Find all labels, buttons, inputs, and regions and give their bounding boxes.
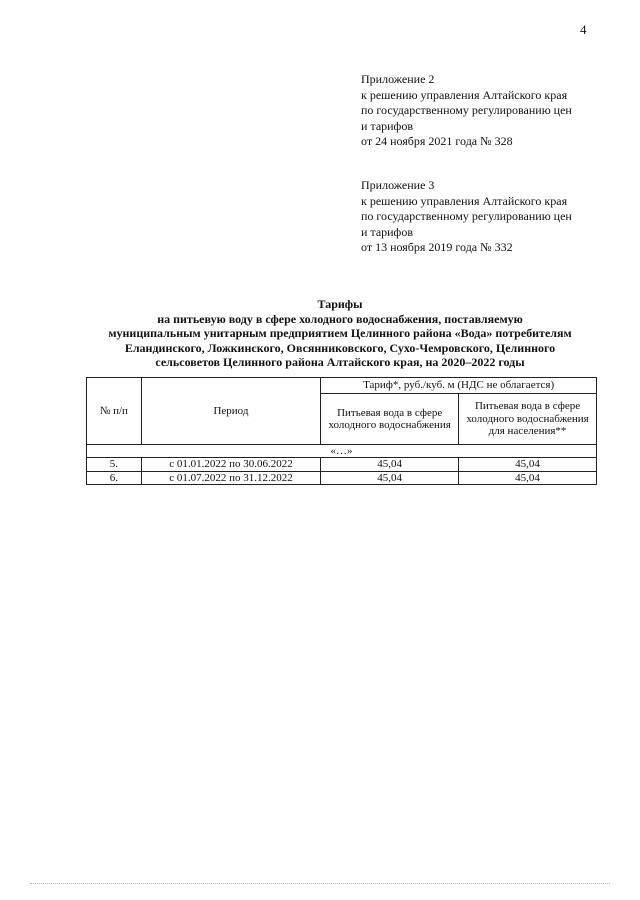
ellipsis-cell: «…» (87, 445, 597, 458)
appendix-2-line: к решению управления Алтайского края (361, 87, 568, 102)
appendix-2-block (361, 72, 572, 150)
title-line: сельсоветов Целинного района Алтайского края, на 2020–2022 годы (155, 355, 525, 370)
appendix-3-line: к решению управления Алтайского края (361, 193, 568, 208)
appendix-2-line: по государственному регулированию цен (361, 103, 572, 118)
cell-tariff-b: 45,04 (459, 458, 597, 471)
cell-period: с 01.01.2022 по 30.06.2022 (141, 458, 320, 471)
appendix-3-line: по государственному регулированию цен (361, 209, 572, 224)
header-tariff-group: Тариф*, руб./куб. м (НДС не облагается) (321, 378, 597, 394)
title-line: на питьевую воду в сфере холодного водоснабжения, поставляемую (157, 311, 523, 326)
appendix-2-line: и тарифов (361, 118, 414, 133)
bottom-divider (30, 883, 610, 884)
table-header-row (87, 378, 597, 394)
appendix-3-block (361, 178, 572, 256)
cell-tariff-b: 45,04 (459, 471, 597, 484)
appendix-2-line: от 24 ноября 2021 года № 328 (361, 134, 513, 149)
header-num: № п/п (87, 378, 142, 445)
title-line: Еландинского, Ложкинского, Овсянниковского, Сухо-Чемровского, Целинного (124, 340, 556, 355)
header-col-a: Питьевая вода в сфере холодного водоснабжения (321, 394, 459, 445)
appendix-3-line: и тарифов (361, 224, 414, 239)
appendix-3-line: Приложение 3 (361, 178, 435, 192)
table-row (87, 458, 597, 471)
table-row (87, 471, 597, 484)
page-number: 4 (580, 22, 587, 37)
title-line: муниципальным унитарным предприятием Целинного района «Вода» потребителям (108, 326, 572, 341)
appendix-2-line: Приложение 2 (361, 72, 435, 86)
cell-num: 5. (87, 458, 142, 471)
cell-tariff-a: 45,04 (321, 458, 459, 471)
appendix-3-line: от 13 ноября 2019 года № 332 (361, 240, 513, 255)
title-line: Тарифы (317, 297, 363, 311)
cell-period: с 01.07.2022 по 31.12.2022 (141, 471, 320, 484)
cell-num: 6. (87, 471, 142, 484)
table-ellipsis-row (87, 445, 597, 458)
header-col-b: Питьевая вода в сфере холодного водоснабжения для населения** (459, 394, 597, 445)
document-title (60, 297, 620, 370)
header-period: Период (141, 378, 320, 445)
cell-tariff-a: 45,04 (321, 471, 459, 484)
tariff-table (86, 377, 597, 485)
